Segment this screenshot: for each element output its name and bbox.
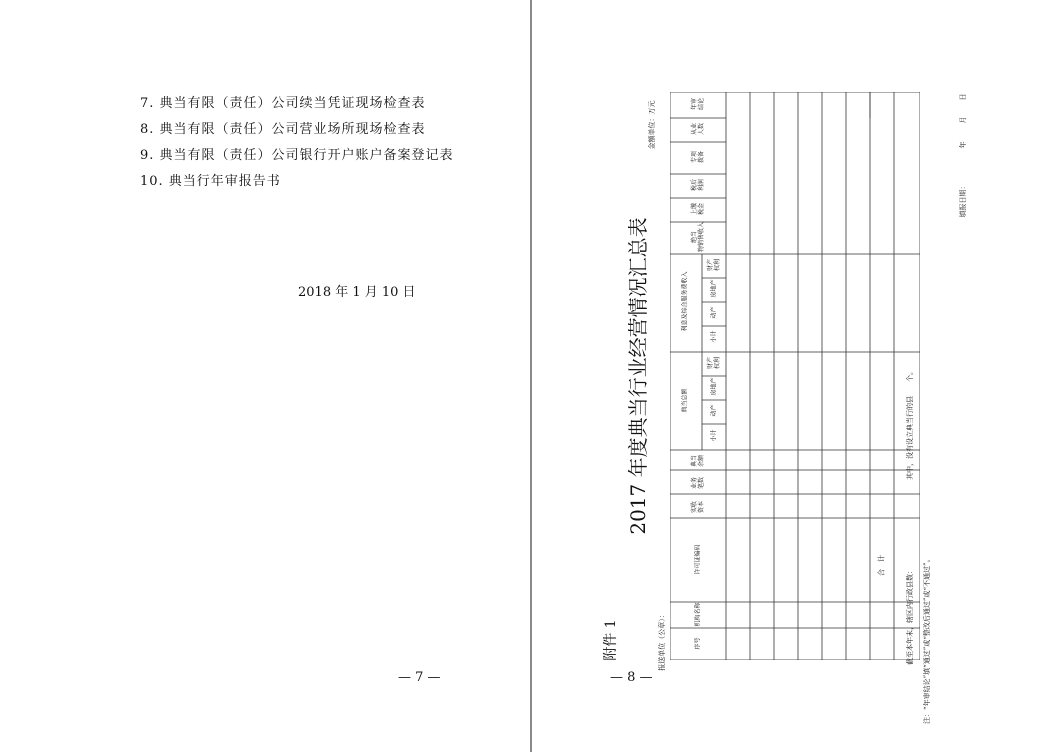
header-special-provision: 专项 拨备 xyxy=(691,151,705,164)
reporting-unit-label: 报送单位（公章）： xyxy=(658,611,666,671)
header-pawn-movable: 动产 xyxy=(710,404,718,417)
header-serial-number: 序号 xyxy=(694,637,702,650)
header-pawn-subtotal: 小计 xyxy=(710,429,718,442)
list-item: 7. 典当有限（责任）公司续当凭证现场检查表 xyxy=(140,96,426,111)
attachment-label: 附件 1 xyxy=(603,619,619,661)
list-item: 9. 典当有限（责任）公司银行开户账户备案登记表 xyxy=(140,148,454,163)
summary-table xyxy=(670,92,920,660)
header-interest-subtotal: 小计 xyxy=(710,330,718,343)
header-pawn-property: 财产 权利 xyxy=(707,357,721,370)
header-interest-property: 财产 权利 xyxy=(707,259,721,272)
list-item: 8. 典当有限（责任）公司营业场所现场检查表 xyxy=(140,122,426,137)
header-interest-movable: 动产 xyxy=(710,306,718,319)
header-staff-count: 从业 人数 xyxy=(691,123,705,136)
unit-label: 金额单位：万元 xyxy=(648,100,656,150)
header-annual-review: 年审 结论 xyxy=(691,98,705,111)
document-date: 2018 年 1 月 10 日 xyxy=(298,285,416,300)
fill-date-label: 填报日期： xyxy=(959,182,967,218)
page-title: 2017 年度典当行业经营情况汇总表 xyxy=(626,217,650,535)
header-business-count: 业务 笔数 xyxy=(691,477,705,490)
fill-date-year: 年 xyxy=(959,141,967,149)
header-interest-realestate: 房地产 xyxy=(710,279,718,298)
list-item: 10. 典当行年审报告书 xyxy=(140,174,281,189)
footer-no-pawnshop-counties: 其中，没有设立典当行的县 xyxy=(906,396,914,480)
header-after-tax-profit: 税后 利润 xyxy=(691,179,705,192)
fill-date-day: 日 xyxy=(959,93,967,101)
header-license-code: 许可证编码 xyxy=(694,544,702,575)
header-paid-capital: 实收 资本 xyxy=(691,501,705,514)
footer-note: 注：“年审结论”填“通过”或“整改后通过”或“不通过”。 xyxy=(923,555,931,724)
header-pawn-realestate: 房地产 xyxy=(710,377,718,396)
total-row-label: 合 计 xyxy=(877,555,886,576)
header-tax-paid: 上缴 税金 xyxy=(691,203,705,216)
fill-date-month: 月 xyxy=(959,116,967,124)
left-page xyxy=(0,0,530,752)
page-number: — 7 — xyxy=(398,670,441,685)
header-forfeit-sales: 绝当 物销售收入 xyxy=(691,222,705,253)
header-interest-income: 利息及综合服务费收入 xyxy=(681,271,689,332)
page-number: — 8 — xyxy=(610,670,653,685)
header-pawn-total: 典当总额 xyxy=(681,388,689,413)
header-org-name: 机构名称 xyxy=(694,602,702,627)
header-pawn-balance: 典当 余额 xyxy=(691,455,705,468)
footer-unit: 个。 xyxy=(906,368,914,382)
footer-county-count: 截至本年末，辖区内行政县数： xyxy=(906,567,914,665)
